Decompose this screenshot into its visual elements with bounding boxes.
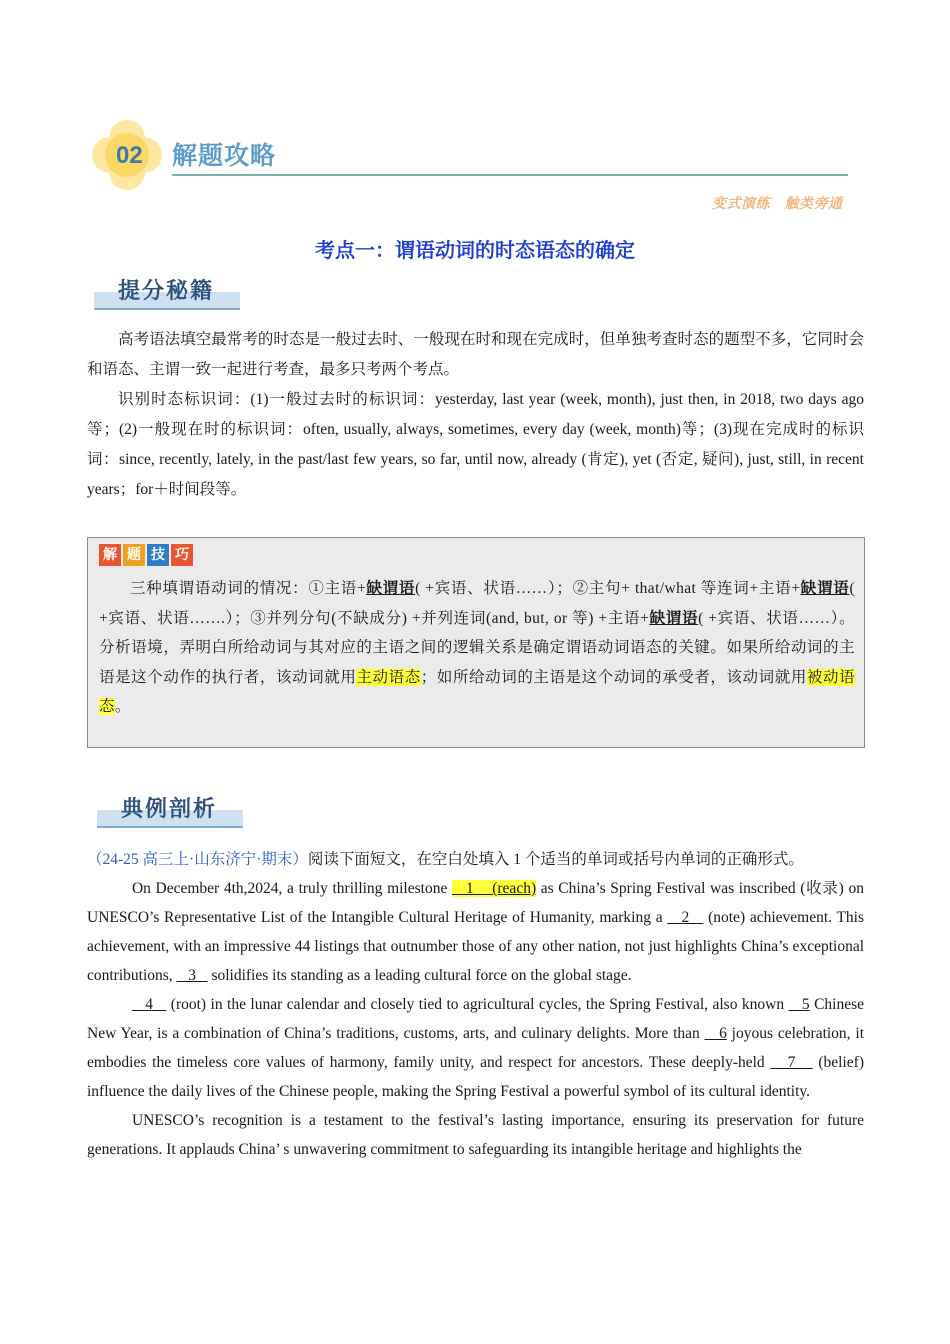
passage-text: On December 4th,2024, a truly thrilling milestone bbox=[131, 880, 452, 897]
tips-highlight: 主动语态 bbox=[356, 668, 421, 686]
section-banner bbox=[88, 118, 848, 188]
tips-label bbox=[99, 544, 193, 566]
blank-5[interactable]: 5 bbox=[788, 996, 810, 1013]
exercise-instruction bbox=[87, 845, 864, 874]
tips-keyword: 缺谓语 bbox=[800, 580, 850, 597]
tagline: 变式演练 触类旁通 bbox=[712, 196, 843, 212]
intro-paragraphs bbox=[87, 325, 864, 505]
passage-text: (note) achievement. This achievement, with an impressive 44 listings that outnumber those of any other nation, not just highlights China’s exceptional contributions, bbox=[87, 909, 865, 984]
tips-label-char: 技 bbox=[147, 544, 169, 566]
passage-paragraph-1 bbox=[87, 874, 864, 990]
passage-text: (belief) influence the daily lives of the Chinese people, making the Spring Festival a powerful symbol of its cultural identity. bbox=[87, 1054, 864, 1100]
example-passage bbox=[87, 845, 864, 1164]
instruction-text: 阅读下面短文，在空白处填入 1 个适当的单词或括号内单词的正确形式。 bbox=[307, 851, 804, 868]
passage-text: joyous celebration, it embodies the timeless core values of harmony, family unity, and respect for ancestors. These deeply-held bbox=[87, 1025, 864, 1071]
tips-label-char: 解 bbox=[99, 544, 121, 566]
tips-label-char: 题 bbox=[123, 544, 145, 566]
blank-4[interactable]: 4 bbox=[131, 996, 167, 1013]
tips-text-segment: ( +宾语、状语…….）；③并列分句(不缺成分) +并列连词(and, but, or 等) +主语+ bbox=[99, 580, 856, 627]
passage-paragraph-3: UNESCO’s recognition is a testament to the festival’s lasting importance, ensuring its preservation for future generations. It applauds China’ s unwavering commitment to safeguarding its intangible heritage and highlights the bbox=[87, 1112, 864, 1158]
tips-box bbox=[87, 537, 865, 748]
blank-3[interactable]: 3 bbox=[176, 967, 208, 984]
heading-tips-secrets: 提分秘籍 bbox=[90, 270, 240, 314]
heading-example-analysis: 典例剖析 bbox=[93, 788, 243, 832]
passage-text: (root) in the lunar calendar and closely tied to agricultural cycles, the Spring Festival, also known bbox=[166, 996, 789, 1013]
tips-text-segment: 。 bbox=[114, 698, 131, 715]
section-title: 解题攻略 bbox=[172, 141, 277, 170]
banner-divider bbox=[172, 174, 848, 176]
tips-keyword: 缺谓语 bbox=[366, 580, 416, 597]
intro-paragraph-2: 识别时态标识词：(1)一般过去时的标识词：yesterday, last year (week, month), just then, in 2018, two days ago 等；(2)一般现在时的标识词：often, usually, always, sometimes, every day (week, month)等；(3)现在完成时的标识词：since, recently, lately, in the past/last few years, so far, until now, already (肯定), yet (否定, 疑问), just, still, in recent years；for＋时间段等。 bbox=[87, 391, 864, 498]
section-number: 02 bbox=[116, 142, 143, 169]
passage-text: solidifies its standing as a leading cultural force on the global stage. bbox=[207, 967, 632, 984]
tips-keyword: 缺谓语 bbox=[649, 609, 699, 627]
source-citation: （24-25 高三上·山东济宁·期末） bbox=[87, 851, 308, 868]
passage-text: Chinese New Year, is a combination of China’s traditions, customs, arts, and culinary delights. More than bbox=[87, 996, 865, 1042]
tips-text-segment: ( +宾语、状语……）；②主句+ that/what 等连词+主语+ bbox=[415, 580, 801, 597]
tips-text-segment: 三种填谓语动词的情况：①主语+ bbox=[130, 580, 367, 597]
blank-2[interactable]: 2 bbox=[667, 909, 704, 926]
tips-text-segment: ( +宾语、状语……）。分析语境，弄明白所给动词与其对应的主语之间的逻辑关系是确定谓语动词语态的关键。如果所给动词的主语是这个动作的执行者，该动词就用 bbox=[99, 609, 855, 686]
passage-text: as China’s Spring Festival was inscribed (收录) on UNESCO’s Representative List of the Intangible Cultural Heritage of Humanity, marking a bbox=[87, 880, 864, 926]
page-title: 考点一：谓语动词的时态语态的确定 bbox=[315, 238, 635, 262]
intro-paragraph-1: 高考语法填空最常考的时态是一般过去时、一般现在时和现在完成时，但单独考查时态的题型不多，它同时会和语态、主谓一致一起进行考查，最多只考两个考点。 bbox=[87, 331, 864, 378]
blank-1[interactable]: 1 (reach) bbox=[451, 880, 537, 897]
blank-7[interactable]: 7 bbox=[770, 1054, 813, 1071]
blank-6[interactable]: 6 bbox=[704, 1025, 727, 1042]
tips-text-segment: ；如所给动词的主语是这个动词的承受者，该动词就用 bbox=[420, 668, 807, 686]
tips-text bbox=[99, 574, 855, 722]
tips-highlight: 被动语态 bbox=[99, 668, 855, 715]
tips-label-char: 巧 bbox=[171, 544, 193, 566]
flower-badge-icon bbox=[92, 120, 162, 190]
passage-paragraph-2 bbox=[87, 990, 864, 1106]
